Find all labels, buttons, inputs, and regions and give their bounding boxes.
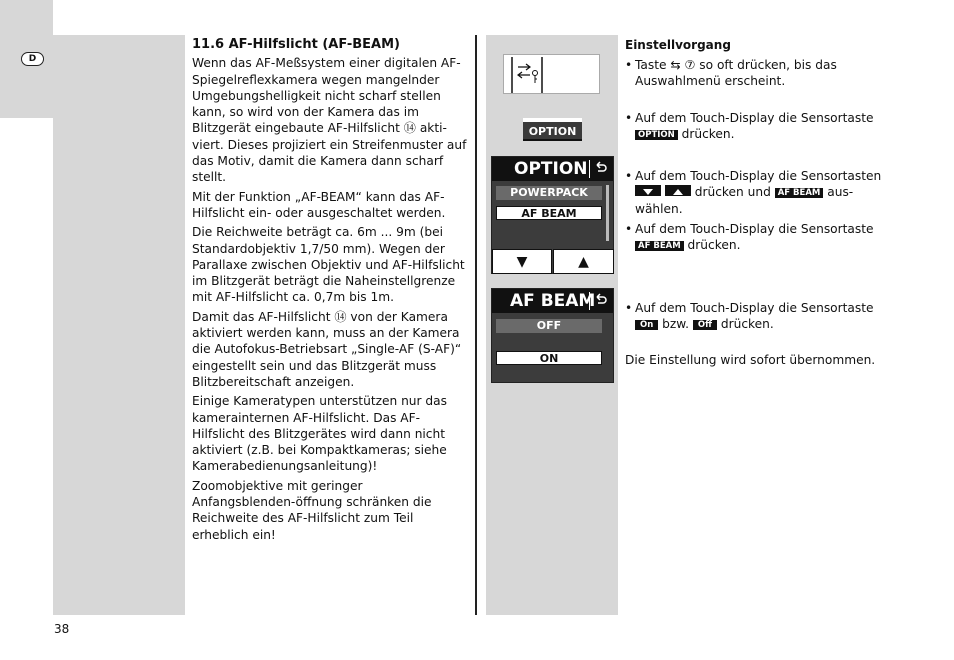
menu-scrollbar[interactable] <box>606 185 609 241</box>
paragraph-6: Zoomobjektive mit geringer Anfangsblenden-öffnung schränken die Reichweite des AF-Hilfslicht zum Teil erheblich ein! <box>192 478 432 542</box>
af-beam-screen <box>491 288 614 383</box>
procedure-heading: Einstellvorgang <box>625 38 731 52</box>
screen-title: OPTION <box>492 157 613 181</box>
section-heading: 11.6 AF-Hilfslicht (AF-BEAM) <box>192 37 400 52</box>
margin-tab <box>0 35 53 118</box>
af-beam-sensor-key[interactable]: AF BEAM <box>635 241 684 251</box>
flash-illustration <box>503 54 600 94</box>
back-icon[interactable] <box>589 292 609 310</box>
off-sensor-key[interactable]: Off <box>693 320 717 330</box>
menu-item-on[interactable]: ON <box>496 351 602 365</box>
step-2: • Auf dem Touch-Display die Sensortaste OPTION drücken. <box>625 111 874 142</box>
menu-item-af-beam[interactable]: AF BEAM <box>496 206 602 220</box>
up-arrow-button[interactable]: ▲ <box>553 249 614 274</box>
option-sensor-key[interactable]: OPTION <box>635 130 678 140</box>
up-triangle-icon <box>665 186 691 197</box>
step-3: • Auf dem Touch-Display die Sensortasten drücken und AF BEAM aus- wählen. <box>625 169 882 216</box>
down-triangle-icon <box>635 186 661 197</box>
option-key[interactable]: OPTION <box>523 122 582 141</box>
column-divider <box>475 35 477 615</box>
down-arrow-button[interactable]: ▼ <box>492 249 552 274</box>
main-text-column <box>192 37 467 546</box>
paragraph-1: Wenn das AF-Meßsystem einer digitalen AF-Spiegelreflexkamera wegen mangelnder Umgebungshelligkeit nicht scharf stellen kann, so wird von der Kamera das im Blitzgerät eingebaute AF-Hilfslicht ⑭ akti-viert. Dieses projiziert ein Streifenmuster auf das Motiv, damit die Kamera dann scharf stellt. <box>192 56 467 185</box>
paragraph-5: Einige Kameratypen unterstützen nur das kamerainternen AF-Hilfslicht. Das AF-Hilfslicht des Blitzgerätes wird dann nicht aktiviert (z.B. bei Kompaktkameras; siehe Kamerabedienungsanleitung)! <box>192 394 447 474</box>
flash-mode-icon <box>504 55 601 95</box>
language-badge: D <box>21 52 44 66</box>
up-sensor-key[interactable] <box>665 185 691 196</box>
margin-tab-top <box>0 0 53 35</box>
page-number: 38 <box>54 622 70 636</box>
final-note: Die Einstellung wird sofort übernommen. <box>625 353 876 367</box>
paragraph-2: Mit der Funktion „AF-BEAM“ kann das AF-Hilfslicht ein- oder ausgeschaltet werden. <box>192 189 446 220</box>
option-menu-screen <box>491 156 614 274</box>
mode-toggle-icon: ⇆ <box>670 58 681 72</box>
down-sensor-key[interactable] <box>635 185 661 196</box>
step-4: • Auf dem Touch-Display die Sensortaste AF BEAM drücken. <box>625 222 874 253</box>
back-icon[interactable] <box>589 160 609 178</box>
menu-item-powerpack[interactable]: POWERPACK <box>496 186 602 200</box>
step-1: • Taste ⇆ ⑦ so oft drücken, bis das Auswahlmenü erscheint. <box>625 58 837 89</box>
paragraph-3: Die Reichweite beträgt ca. 6m ... 9m (bei Standardobjektiv 1,7/50 mm). Wegen der Parallaxe zwischen Objektiv und AF-Hilfslicht im Blitzgerät beträgt die Naheinstellgrenze mit AF-Hilfslicht ca. 0,7m bis 1m. <box>192 225 465 305</box>
step-5: • Auf dem Touch-Display die Sensortaste On bzw. Off drücken. <box>625 301 874 332</box>
menu-item-off[interactable]: OFF <box>496 319 602 333</box>
af-beam-sensor-key[interactable]: AF BEAM <box>775 188 824 198</box>
on-sensor-key[interactable]: On <box>635 320 658 330</box>
paragraph-4: Damit das AF-Hilfslicht ⑭ von der Kamera aktiviert werden kann, muss an der Kamera die Autofokus-Betriebsart „Single-AF (S-AF)“ eingestellt sein und das Blitzgerät muss Blitzbereitschaft anzeigen. <box>192 309 462 389</box>
margin-column <box>53 35 185 615</box>
screen-title: AF BEAM <box>492 289 613 313</box>
